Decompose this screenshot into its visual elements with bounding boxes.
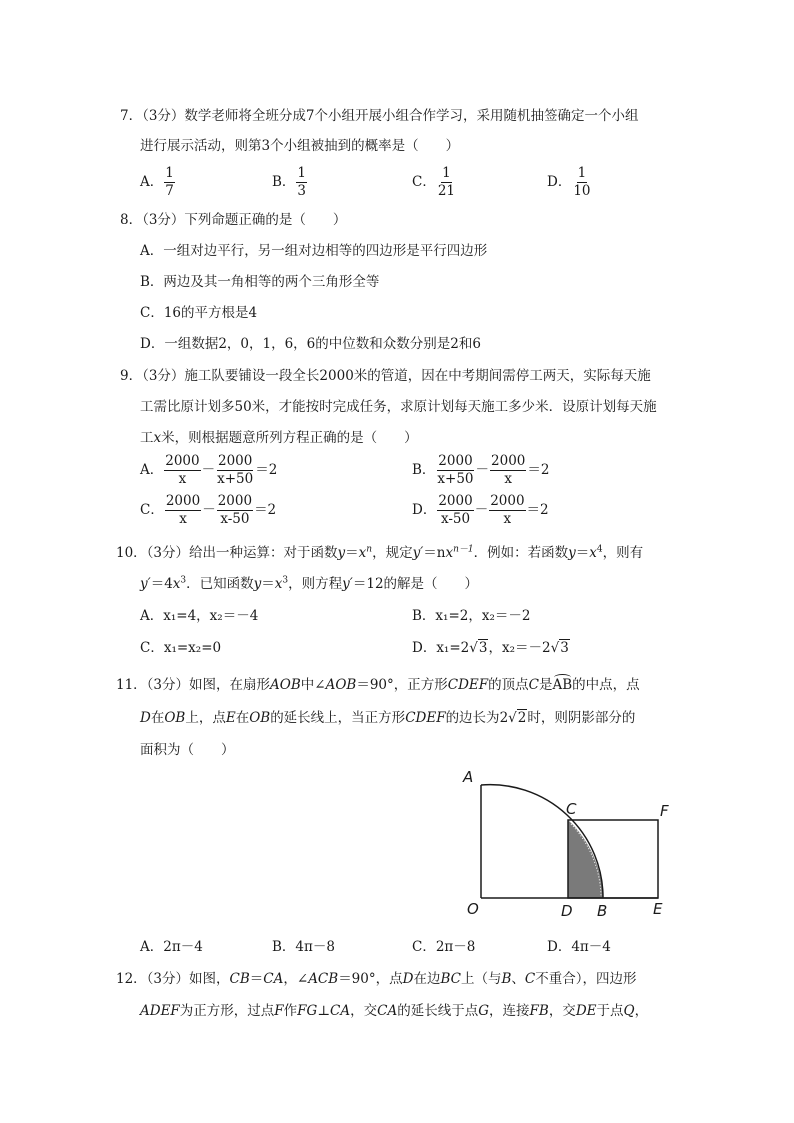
- q10-option-c[interactable]: C．x₁=x₂=0: [140, 640, 222, 656]
- q9-option-c[interactable]: C． $\frac{2000}{x}$ － $\frac{2000}{x-50}$ ＝2: [140, 493, 277, 527]
- q11-figure: [455, 762, 685, 922]
- q9-option-b[interactable]: B． $\frac{2000}{x+50}$ － $\frac{2000}{x}$ ＝2: [412, 453, 550, 487]
- label-D: D: [561, 902, 573, 920]
- label-C: C: [566, 800, 577, 818]
- q9-option-a[interactable]: A． $\frac{2000}{x}$ － $\frac{2000}{x+50}$ ＝2: [140, 453, 278, 487]
- fraction: $\frac{2000}{x}$: [490, 493, 525, 527]
- q7-stem-line2: 进行展示活动，则第3个小组被抽到的概率是（ ）: [140, 138, 460, 154]
- q11-option-c[interactable]: C．2π－8: [412, 939, 476, 955]
- fraction: $\frac{2000}{x+50}$: [217, 453, 254, 487]
- fraction: $\frac{1}{21}$: [437, 165, 456, 199]
- q7-option-a[interactable]: A． $\frac{1}{7}$: [140, 165, 174, 199]
- fraction: $\frac{2000}{x-50}$: [438, 493, 473, 527]
- q7-option-d[interactable]: D． $\frac{1}{10}$: [547, 165, 591, 199]
- q11-option-d[interactable]: D．4π－4: [547, 939, 611, 955]
- q7-stem-line1: 7．（3分）数学老师将全班分成7个小组开展小组合作学习，采用随机抽签确定一个小组: [120, 108, 639, 124]
- q12-stem-line1: 12．（3分）如图，CB＝CA，∠ACB＝90°，点D在边BC上（与B、C不重合），四边形: [116, 971, 637, 987]
- q11-stem-line1: 11．（3分）如图，在扇形AOB中∠AOB＝90°，正方形CDEF的顶点C是AB的中点，点: [116, 677, 640, 693]
- q8-option-d[interactable]: D．一组数据2，0，1，6，6的中位数和众数分别是2和6: [140, 336, 481, 352]
- q10-stem-line2: $y'=4x^3$．已知函数$y=x^3$，则方程y′＝12的解是（ ）: [140, 575, 479, 592]
- q8-option-b[interactable]: B．两边及其一角相等的两个三角形全等: [140, 274, 380, 290]
- label-E: E: [653, 900, 663, 918]
- label-B: B: [597, 902, 608, 920]
- q9-stem-line3: 工x米，则根据题意所列方程正确的是（ ）: [140, 430, 418, 446]
- q7-option-b[interactable]: B． $\frac{1}{3}$: [272, 165, 307, 199]
- shaded-region: [568, 820, 603, 898]
- fraction: $\frac{2000}{x+50}$: [437, 453, 474, 487]
- arc-ab: AB: [552, 677, 573, 693]
- q8-stem: 8．（3分）下列命题正确的是（ ）: [120, 212, 347, 228]
- label-O: O: [467, 900, 479, 918]
- label-F: F: [660, 802, 669, 820]
- q11-stem-line2: D在OB上，点E在OB的延长线上，当正方形CDEF的边长为2√2时，则阴影部分的: [140, 710, 636, 726]
- q8-option-a[interactable]: A．一组对边平行，另一组对边相等的四边形是平行四边形: [140, 243, 488, 259]
- q9-stem-line2: 工需比原计划多50米，才能按时完成任务，求原计划每天施工多少米．设原计划每天施: [140, 399, 657, 415]
- q8-option-c[interactable]: C．16的平方根是4: [140, 305, 258, 321]
- fraction: $\frac{2000}{x}$: [491, 453, 526, 487]
- label-A: A: [463, 768, 474, 786]
- fraction: $\frac{1}{7}$: [165, 165, 174, 199]
- q11-stem-line3: 面积为（ ）: [140, 742, 235, 758]
- q10-option-b[interactable]: B．x₁=2，x₂＝－2: [412, 608, 531, 624]
- fraction: $\frac{2000}{x}$: [165, 453, 200, 487]
- q9-option-d[interactable]: D． $\frac{2000}{x-50}$ － $\frac{2000}{x}$ ＝2: [412, 493, 549, 527]
- q10-option-a[interactable]: A．x₁=4，x₂＝－4: [140, 608, 259, 624]
- fraction: $\frac{2000}{x-50}$: [217, 493, 253, 527]
- q10-stem-line1: 10．（3分）给出一种运算：对于函数$y=x^n$，规定$y'=nx^{n-1}$．例如：若函数$y=x^4$，则有: [116, 544, 644, 561]
- q11-option-b[interactable]: B．4π－8: [272, 939, 335, 955]
- q10-option-d[interactable]: D．x₁=2√3，x₂＝－2√3: [412, 640, 569, 656]
- fraction: $\frac{1}{10}$: [573, 165, 591, 199]
- q12-stem-line2: ADEF为正方形，过点F作FG⊥CA，交CA的延长线于点G，连接FB，交DE于点Q，: [140, 1003, 649, 1019]
- fraction: $\frac{2000}{x}$: [165, 493, 201, 527]
- q11-option-a[interactable]: A．2π－4: [140, 939, 203, 955]
- q9-stem-line1: 9．（3分）施工队要铺设一段全长2000米的管道，因在中考期间需停工两天，实际每天施: [120, 368, 651, 384]
- fraction: $\frac{1}{3}$: [297, 165, 307, 199]
- q7-option-c[interactable]: C． $\frac{1}{21}$: [412, 165, 456, 199]
